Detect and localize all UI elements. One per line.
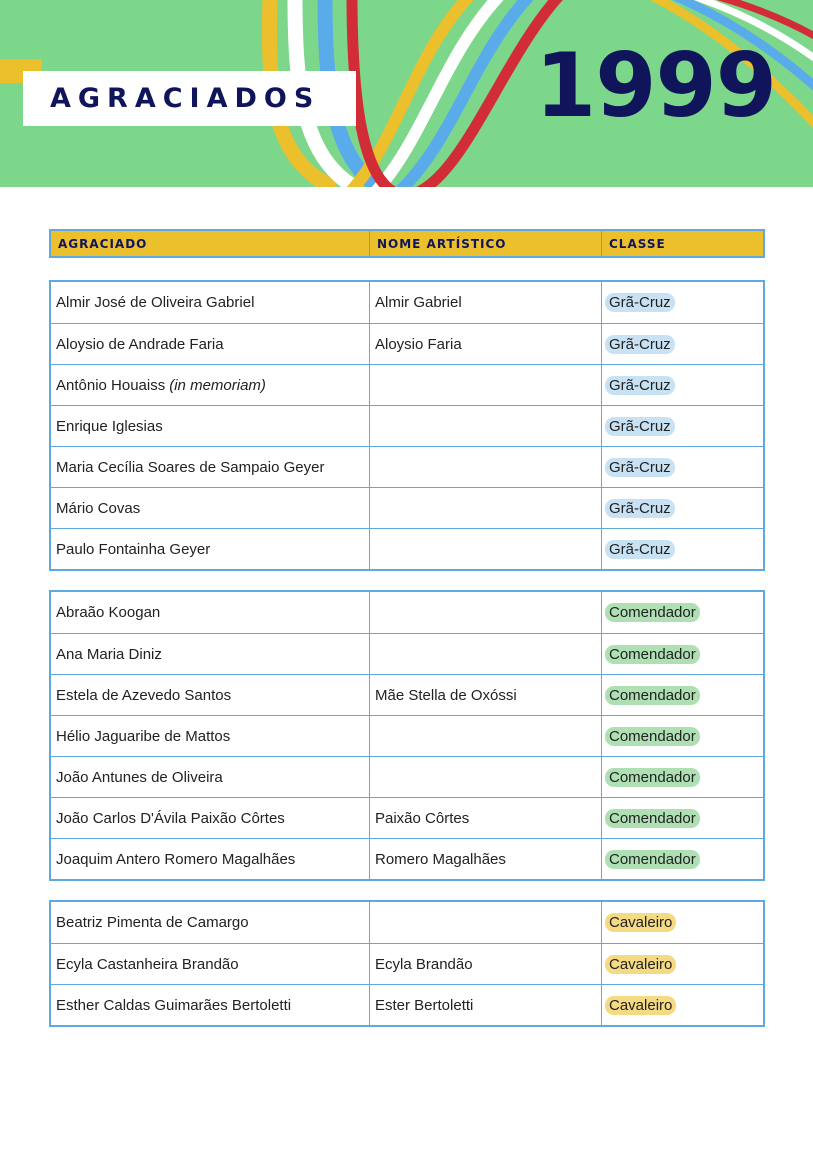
honoree-name: Esther Caldas Guimarães Bertoletti (51, 985, 370, 1025)
honoree-name: Maria Cecília Soares de Sampaio Geyer (51, 447, 370, 487)
table-row (51, 633, 763, 674)
table-row (51, 446, 763, 487)
honoree-name-cell (51, 365, 370, 405)
class-badge: Grã-Cruz (605, 417, 675, 436)
honoree-name: Antônio Houaiss (56, 376, 166, 394)
honoree-name: Almir José de Oliveira Gabriel (51, 282, 370, 323)
class-badge: Cavaleiro (605, 913, 676, 932)
artistic-name (370, 716, 602, 756)
class-badge: Comendador (605, 686, 700, 705)
artistic-name: Romero Magalhães (370, 839, 602, 879)
honoree-name: Estela de Azevedo Santos (51, 675, 370, 715)
table-row (51, 405, 763, 446)
class-badge: Grã-Cruz (605, 499, 675, 518)
table-row (51, 984, 763, 1025)
class-badge: Comendador (605, 645, 700, 664)
class-badge: Cavaleiro (605, 955, 676, 974)
class-badge: Grã-Cruz (605, 293, 675, 312)
artistic-name (370, 902, 602, 943)
table-row (51, 838, 763, 879)
class-badge: Comendador (605, 603, 700, 622)
table-row (51, 487, 763, 528)
column-header-agraciado: AGRACIADO (51, 231, 370, 256)
artistic-name (370, 529, 602, 569)
class-badge: Cavaleiro (605, 996, 676, 1015)
column-header-nome-artistico: NOME ARTÍSTICO (370, 231, 602, 256)
artistic-name: Ester Bertoletti (370, 985, 602, 1025)
table-row (51, 715, 763, 756)
honoree-name: Beatriz Pimenta de Camargo (51, 902, 370, 943)
class-badge: Comendador (605, 809, 700, 828)
table-row (51, 528, 763, 569)
table-row (51, 797, 763, 838)
group-cavaleiro (49, 900, 765, 1027)
artistic-name (370, 365, 602, 405)
column-header-classe: CLASSE (609, 236, 666, 251)
table-row (51, 323, 763, 364)
class-badge: Grã-Cruz (605, 540, 675, 559)
artistic-name (370, 447, 602, 487)
class-badge: Comendador (605, 727, 700, 746)
title-box (23, 71, 356, 126)
page-title: AGRACIADOS (50, 83, 321, 114)
group-gra-cruz (49, 280, 765, 571)
header-banner (0, 0, 813, 187)
honoree-name: Ana Maria Diniz (51, 634, 370, 674)
class-badge: Grã-Cruz (605, 458, 675, 477)
artistic-name: Almir Gabriel (370, 282, 602, 323)
artistic-name: Aloysio Faria (370, 324, 602, 364)
artistic-name (370, 406, 602, 446)
table-row (51, 282, 763, 323)
artistic-name: Ecyla Brandão (370, 944, 602, 984)
artistic-name (370, 592, 602, 633)
table-row (51, 592, 763, 633)
table-header (49, 229, 765, 258)
honoree-name: João Carlos D'Ávila Paixão Côrtes (51, 798, 370, 838)
artistic-name (370, 757, 602, 797)
artistic-name (370, 488, 602, 528)
artistic-name (370, 634, 602, 674)
honoree-name: Paulo Fontainha Geyer (51, 529, 370, 569)
honoree-name: Enrique Iglesias (51, 406, 370, 446)
table-row (51, 674, 763, 715)
honoree-name: Hélio Jaguaribe de Mattos (51, 716, 370, 756)
memoriam-note: (in memoriam) (169, 376, 266, 394)
class-badge: Comendador (605, 768, 700, 787)
class-badge: Grã-Cruz (605, 376, 675, 395)
table-row (51, 364, 763, 405)
honoree-name: Mário Covas (51, 488, 370, 528)
honoree-name: Joaquim Antero Romero Magalhães (51, 839, 370, 879)
year-label: 1999 (535, 34, 776, 137)
group-comendador (49, 590, 765, 881)
honoree-name: João Antunes de Oliveira (51, 757, 370, 797)
honoree-name: Ecyla Castanheira Brandão (51, 944, 370, 984)
table-row (51, 756, 763, 797)
class-badge: Grã-Cruz (605, 335, 675, 354)
honoree-name: Aloysio de Andrade Faria (51, 324, 370, 364)
artistic-name: Mãe Stella de Oxóssi (370, 675, 602, 715)
table-row (51, 943, 763, 984)
class-badge: Comendador (605, 850, 700, 869)
table-row (51, 902, 763, 943)
honoree-name: Abraão Koogan (51, 592, 370, 633)
artistic-name: Paixão Côrtes (370, 798, 602, 838)
